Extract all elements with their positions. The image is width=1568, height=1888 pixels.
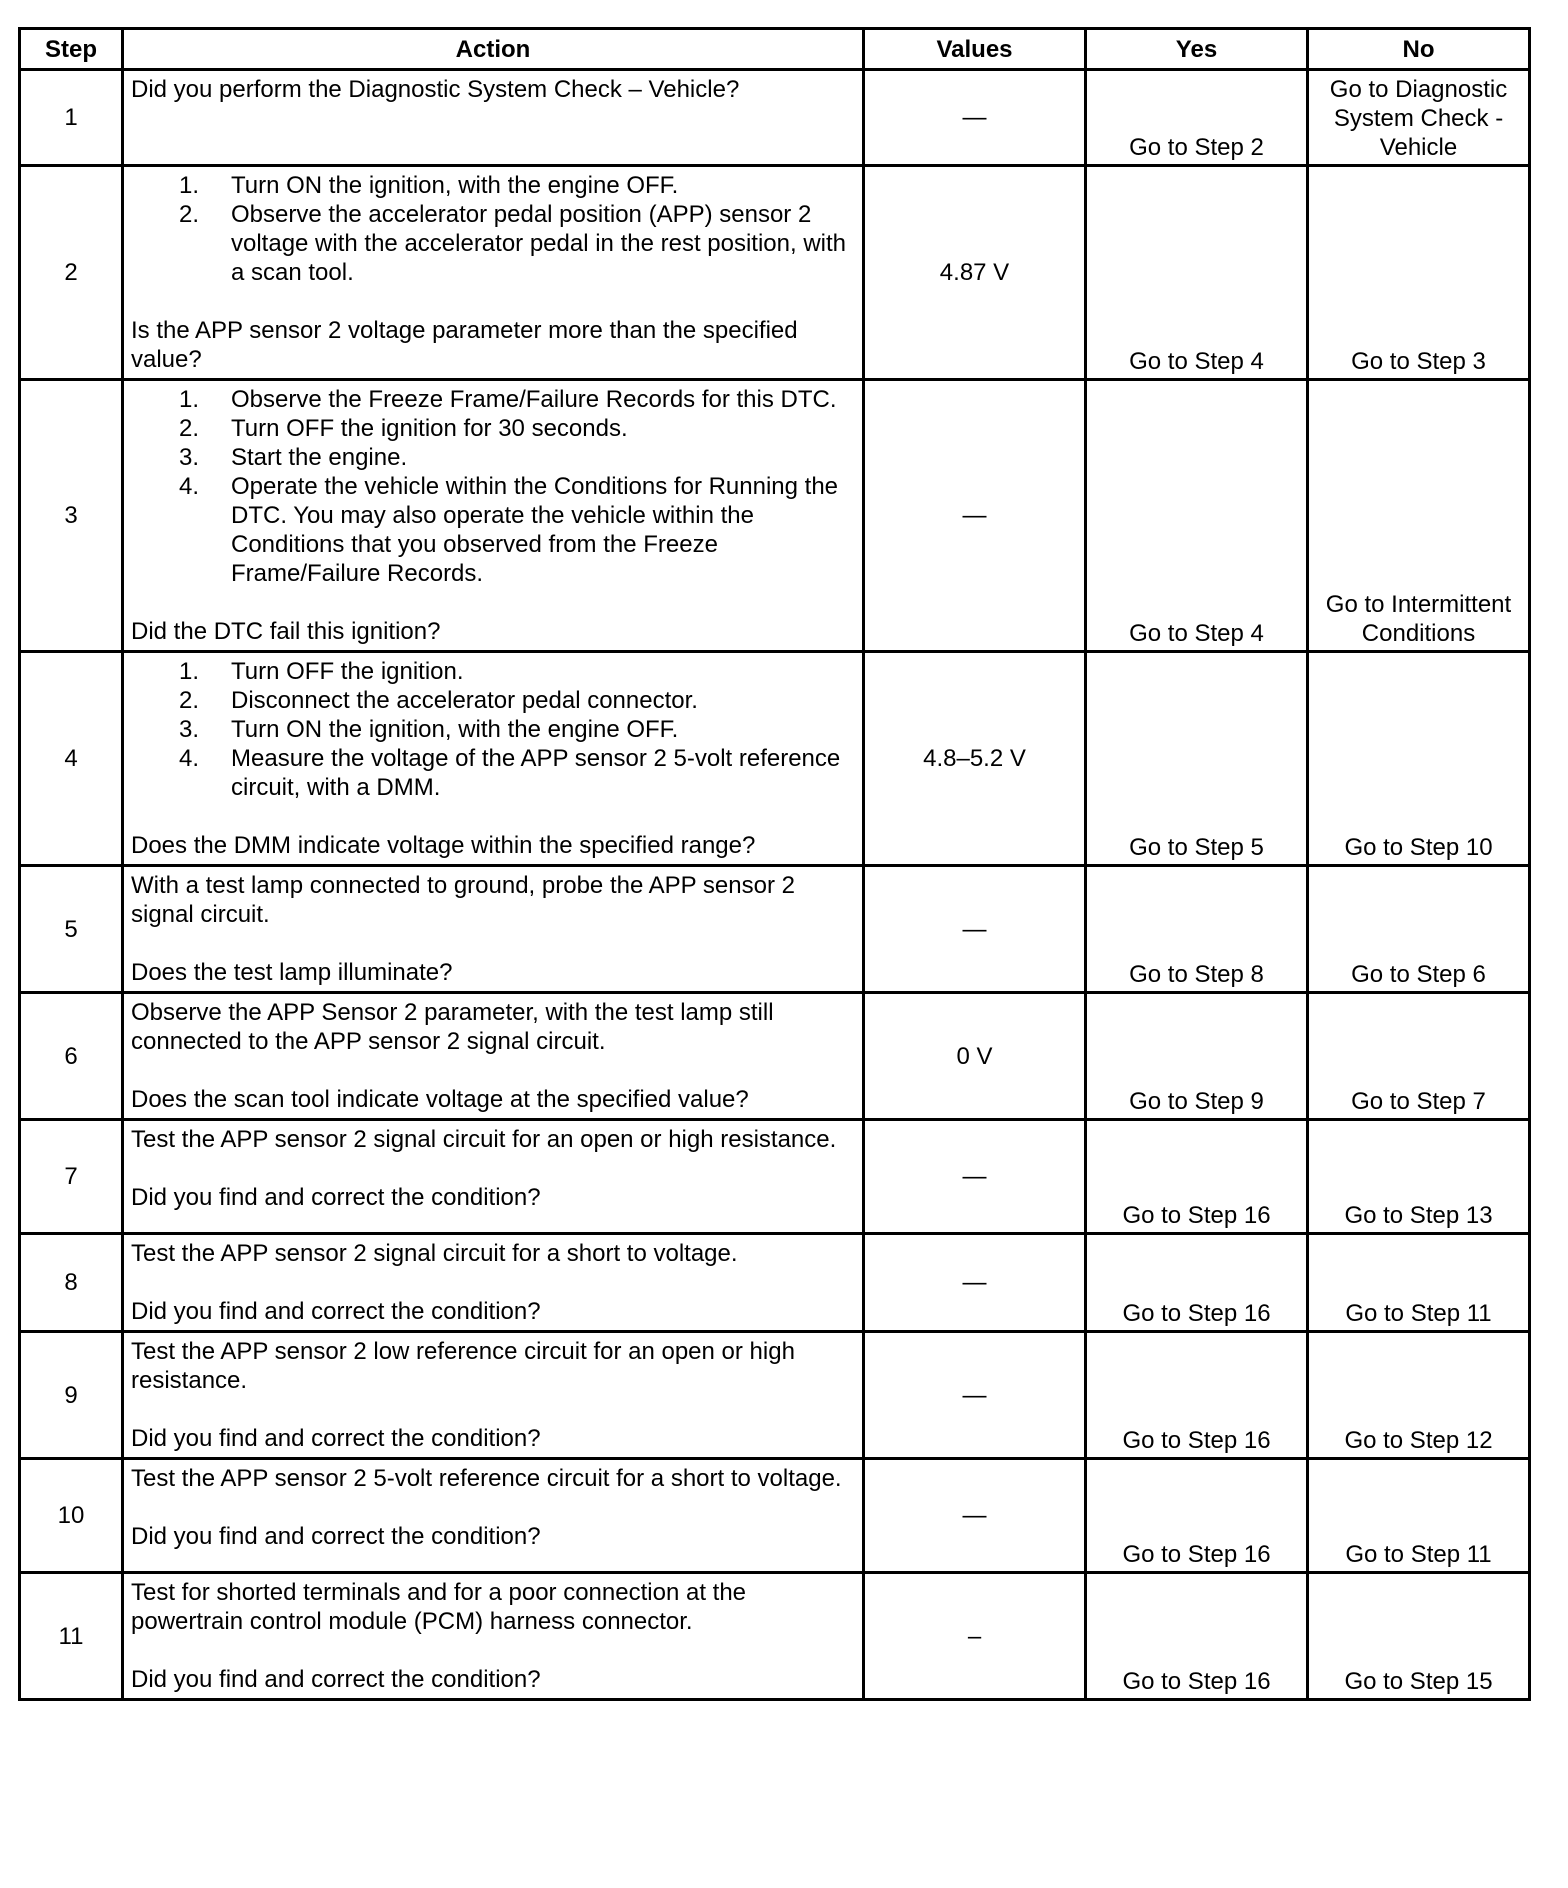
no-cell: Go to Step 12 — [1308, 1332, 1530, 1459]
no-cell: Go to Step 13 — [1308, 1120, 1530, 1234]
action-steps — [131, 385, 854, 588]
table-row — [20, 1120, 1530, 1234]
no-cell: Go to Step 6 — [1308, 866, 1530, 993]
table-row — [20, 1459, 1530, 1573]
step-number: 4 — [20, 652, 123, 866]
table-row — [20, 866, 1530, 993]
table-row — [20, 1573, 1530, 1700]
no-cell: Go to Step 3 — [1308, 166, 1530, 380]
value-cell: — — [864, 866, 1086, 993]
action-step: Observe the accelerator pedal position (APP) sensor 2 voltage with the accelerator pedal in the rest position, with a scan tool. — [231, 201, 847, 286]
action-cell — [123, 1332, 864, 1459]
action-question: Did you find and correct the condition? — [131, 1666, 541, 1693]
action-text: Test the APP sensor 2 5-volt reference circuit for a short to voltage. — [131, 1465, 842, 1492]
action-question: Did you find and correct the condition? — [131, 1523, 541, 1550]
action-step: Observe the Freeze Frame/Failure Records for this DTC. — [231, 386, 837, 413]
no-cell: Go to Step 10 — [1308, 652, 1530, 866]
action-cell — [123, 1120, 864, 1234]
no-cell: Go to Step 7 — [1308, 993, 1530, 1120]
action-text: Observe the APP Sensor 2 parameter, with the test lamp still connected to the APP sensor 2 signal circuit. — [131, 999, 774, 1055]
action-step: Measure the voltage of the APP sensor 2 5-volt reference circuit, with a DMM. — [231, 745, 841, 801]
no-cell: Go to Step 11 — [1308, 1234, 1530, 1332]
action-question: Did you find and correct the condition? — [131, 1298, 541, 1325]
value-cell: — — [864, 1120, 1086, 1234]
action-step: Start the engine. — [231, 444, 408, 471]
action-cell — [123, 166, 864, 380]
table-row — [20, 380, 1530, 652]
action-steps — [131, 171, 854, 287]
table-row — [20, 652, 1530, 866]
action-cell — [123, 1459, 864, 1573]
yes-cell: Go to Step 16 — [1086, 1234, 1308, 1332]
value-cell: — — [864, 70, 1086, 166]
action-text: Test the APP sensor 2 low reference circuit for an open or high resistance. — [131, 1338, 795, 1394]
step-number: 1 — [20, 70, 123, 166]
diagnostic-table — [18, 27, 1531, 1701]
yes-cell: Go to Step 4 — [1086, 166, 1308, 380]
yes-cell: Go to Step 9 — [1086, 993, 1308, 1120]
header-row — [20, 29, 1530, 70]
value-cell: — — [864, 1459, 1086, 1573]
header-no: No — [1308, 29, 1530, 70]
table-row — [20, 1332, 1530, 1459]
action-step: Disconnect the accelerator pedal connector. — [231, 687, 698, 714]
value-cell: 4.87 V — [864, 166, 1086, 380]
step-number: 11 — [20, 1573, 123, 1700]
action-cell — [123, 380, 864, 652]
header-yes: Yes — [1086, 29, 1308, 70]
step-number: 8 — [20, 1234, 123, 1332]
action-question: Did you find and correct the condition? — [131, 1184, 541, 1211]
no-cell: Go to Diagnostic System Check - Vehicle — [1308, 70, 1530, 166]
value-cell: — — [864, 1332, 1086, 1459]
action-step: Turn ON the ignition, with the engine OFF. — [231, 716, 679, 743]
action-step: Turn OFF the ignition. — [231, 658, 464, 685]
table-row — [20, 993, 1530, 1120]
action-question: Did the DTC fail this ignition? — [131, 618, 441, 645]
action-cell — [123, 866, 864, 993]
value-cell: — — [864, 380, 1086, 652]
yes-cell: Go to Step 16 — [1086, 1332, 1308, 1459]
no-cell: Go to Step 15 — [1308, 1573, 1530, 1700]
action-cell — [123, 652, 864, 866]
action-question: Does the scan tool indicate voltage at the specified value? — [131, 1086, 749, 1113]
step-number: 7 — [20, 1120, 123, 1234]
action-cell — [123, 70, 864, 166]
table-row — [20, 166, 1530, 380]
action-step: Turn ON the ignition, with the engine OFF. — [231, 172, 679, 199]
step-number: 3 — [20, 380, 123, 652]
action-cell — [123, 993, 864, 1120]
action-question: Does the DMM indicate voltage within the specified range? — [131, 832, 756, 859]
no-cell: Go to Intermittent Conditions — [1308, 380, 1530, 652]
action-text: Test the APP sensor 2 signal circuit for a short to voltage. — [131, 1240, 738, 1267]
action-question: Is the APP sensor 2 voltage parameter more than the specified value? — [131, 317, 798, 373]
action-text: Test the APP sensor 2 signal circuit for an open or high resistance. — [131, 1126, 837, 1153]
yes-cell: Go to Step 8 — [1086, 866, 1308, 993]
action-text: Did you perform the Diagnostic System Check – Vehicle? — [131, 76, 740, 103]
header-step: Step — [20, 29, 123, 70]
action-text: With a test lamp connected to ground, probe the APP sensor 2 signal circuit. — [131, 872, 795, 928]
step-number: 6 — [20, 993, 123, 1120]
action-text: Test for shorted terminals and for a poor connection at the powertrain control module (PCM) harness connector. — [131, 1579, 747, 1635]
action-step: Operate the vehicle within the Conditions for Running the DTC. You may also operate the vehicle within the Conditions that you observed from the Freeze Frame/Failure Records. — [231, 473, 839, 587]
yes-cell: Go to Step 2 — [1086, 70, 1308, 166]
value-cell: – — [864, 1573, 1086, 1700]
table-row — [20, 70, 1530, 166]
step-number: 9 — [20, 1332, 123, 1459]
action-cell — [123, 1234, 864, 1332]
step-number: 2 — [20, 166, 123, 380]
value-cell: 4.8–5.2 V — [864, 652, 1086, 866]
action-cell — [123, 1573, 864, 1700]
yes-cell: Go to Step 16 — [1086, 1459, 1308, 1573]
table-row — [20, 1234, 1530, 1332]
header-values: Values — [864, 29, 1086, 70]
header-action: Action — [123, 29, 864, 70]
action-question: Does the test lamp illuminate? — [131, 959, 453, 986]
yes-cell: Go to Step 16 — [1086, 1573, 1308, 1700]
action-question: Did you find and correct the condition? — [131, 1425, 541, 1452]
step-number: 10 — [20, 1459, 123, 1573]
yes-cell: Go to Step 16 — [1086, 1120, 1308, 1234]
no-cell: Go to Step 11 — [1308, 1459, 1530, 1573]
step-number: 5 — [20, 866, 123, 993]
action-step: Turn OFF the ignition for 30 seconds. — [231, 415, 628, 442]
yes-cell: Go to Step 5 — [1086, 652, 1308, 866]
yes-cell: Go to Step 4 — [1086, 380, 1308, 652]
value-cell: — — [864, 1234, 1086, 1332]
action-steps — [131, 657, 854, 802]
value-cell: 0 V — [864, 993, 1086, 1120]
